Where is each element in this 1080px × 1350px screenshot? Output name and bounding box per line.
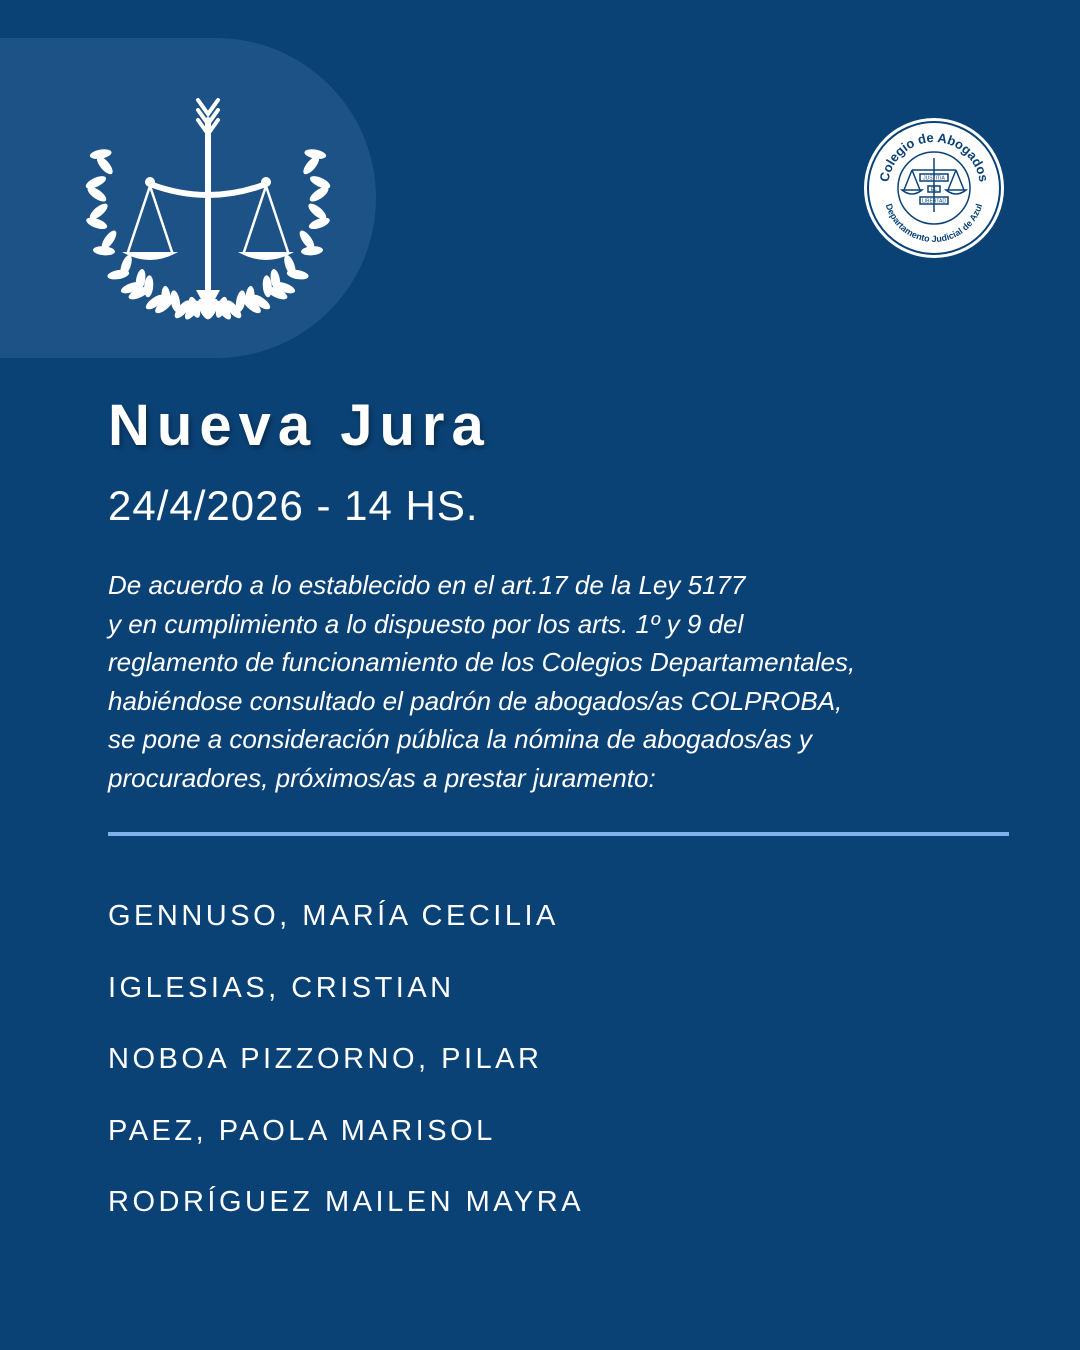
- announcement-line: procuradores, próximos/as a prestar juramento:: [108, 762, 656, 793]
- colegio-seal-icon: [862, 116, 1006, 260]
- list-item: PAEZ, PAOLA MARISOL: [108, 1114, 496, 1147]
- seal-banner-bottom: LIBERTAD: [922, 198, 946, 205]
- list-item: RODRÍGUEZ MAILEN MAYRA: [108, 1186, 585, 1218]
- announcement-line: y en cumplimiento a lo dispuesto por los arts. 1º y 9 del: [108, 608, 744, 639]
- announcement-line: De acuerdo a lo establecido en el art.17 de la Ley 5177: [108, 570, 746, 600]
- divider: [108, 832, 1009, 836]
- list-item: GENNUSO, MARÍA CECILIA: [108, 900, 559, 932]
- seal-banner-top: JUSTITIA: [923, 175, 945, 182]
- emblem-panel: [0, 38, 376, 358]
- seal-arc-bottom: Departamento Judicial de Azul: [883, 202, 985, 245]
- announcement-line: habiéndose consultado el padrón de abogados/as COLPROBA,: [108, 685, 843, 716]
- announcement-line: se pone a consideración pública la nómina de abogados/as y: [108, 724, 812, 754]
- seal-arc-top: Colegio de Abogados: [876, 129, 992, 184]
- list-item: IGLESIAS, CRISTIAN: [108, 971, 455, 1004]
- seal-banner-mid: EL: [930, 187, 938, 193]
- list-item: NOBOA PIZZORNO, PILAR: [108, 1043, 543, 1075]
- announcement-text: [108, 566, 1038, 797]
- page-title: Nueva Jura: [108, 393, 491, 458]
- names-list: [108, 896, 584, 1254]
- announcement-line: reglamento de funcionamiento de los Colegios Departamentales,: [108, 647, 856, 677]
- scales-laurel-icon: [80, 80, 336, 320]
- event-date: 24/4/2026 - 14 HS.: [108, 482, 479, 529]
